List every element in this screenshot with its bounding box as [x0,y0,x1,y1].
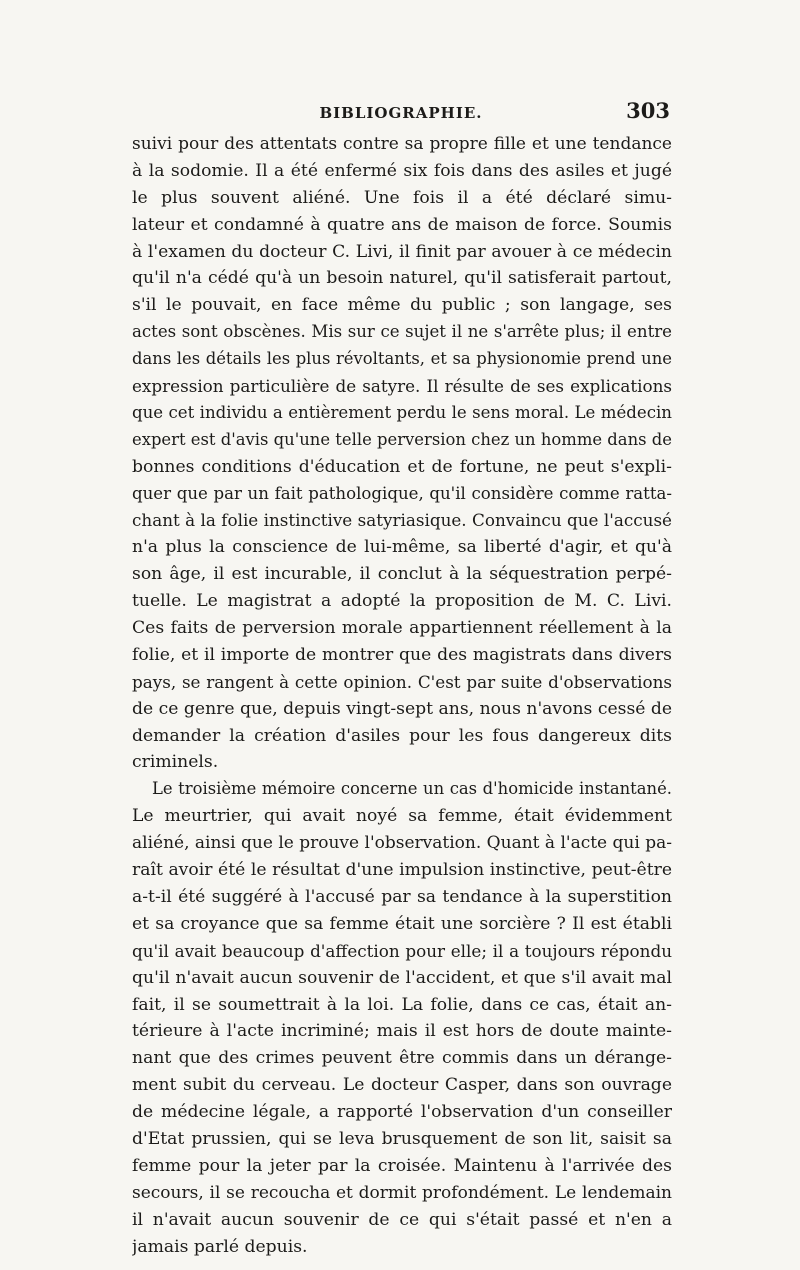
text-line: aliéné, ainsi que le prouve l'observation. Quant à l'acte qui pa- [132,833,672,854]
text-line: que cet individu a entièrement perdu le sens moral. Le médecin [132,402,672,422]
text-line: et sa croyance que sa femme était une sorcière ? Il est établi [132,913,672,934]
text-line: fait, il se soumettrait à la loi. La folie, dans ce cas, était an- [132,994,672,1015]
text-line: de médecine légale, a rapporté l'observation d'un conseiller [132,1102,672,1123]
text-line: dans les détails les plus révoltants, et sa physionomie prend une [132,349,672,369]
text-line: son âge, il est incurable, il conclut à la séquestration perpé- [132,564,672,585]
body-text [132,131,672,1260]
text-line: criminels. [132,752,219,773]
text-line: à la sodomie. Il a été enfermé six fois dans des asiles et jugé [132,160,672,181]
text-line: chant à la folie instinctive satyriasique. Convaincu que l'accusé [132,510,672,531]
text-line: secours, il se recoucha et dormit profondément. Le lendemain [132,1182,672,1203]
text-line: qu'il avait beaucoup d'affection pour elle; il a toujours répondu [132,940,672,961]
text-line: tuelle. Le magistrat a adopté la proposition de M. C. Livi. [132,591,672,612]
text-line: expression particulière de satyre. Il résulte de ses explications [132,376,672,397]
text-line: pays, se rangent à cette opinion. C'est par suite d'observations [132,671,672,692]
text-line: demander la création d'asiles pour les fous dangereux dits [132,725,672,746]
text-line: Ces faits de perversion morale appartiennent réellement à la [132,618,672,639]
text-line: actes sont obscènes. Mis sur ce sujet il ne s'arrête plus; il entre [132,322,672,342]
text-line: a-t-il été suggéré à l'accusé par sa tendance à la superstition [132,886,672,907]
text-line: expert est d'avis qu'une telle perversion chez un homme dans de [132,429,672,449]
text-line: folie, et il importe de montrer que des magistrats dans divers [132,644,672,665]
text-line: de ce genre que, depuis vingt-sept ans, nous n'avons cessé de [132,698,672,719]
text-line: lateur et condamné à quatre ans de maison de force. Soumis [132,214,672,235]
text-line: à l'examen du docteur C. Livi, il finit par avouer à ce médecin [132,241,672,262]
running-head [132,98,670,128]
text-line: Le meurtrier, qui avait noyé sa femme, était évidemment [132,806,672,827]
text-line: il n'avait aucun souvenir de ce qui s'était passé et n'en a [132,1209,672,1230]
text-line: femme pour la jeter par la croisée. Maintenu à l'arrivée des [132,1155,672,1176]
text-line: quer que par un fait pathologique, qu'il considère comme ratta- [132,483,672,503]
text-line: Le troisième mémoire concerne un cas d'homicide instantané. [152,779,672,799]
text-line: raît avoir été le résultat d'une impulsion instinctive, peut-être [132,860,672,881]
text-line: le plus souvent aliéné. Une fois il a été déclaré simu- [132,187,672,208]
text-line: d'Etat prussien, qui se leva brusquement de son lit, saisit sa [132,1128,672,1149]
text-line: bonnes conditions d'éducation et de fortune, ne peut s'expli- [132,456,672,477]
text-line: nant que des crimes peuvent être commis dans un dérange- [132,1048,672,1069]
page-number: 303 [626,98,670,123]
text-line: n'a plus la conscience de lui-même, sa liberté d'agir, et qu'à [132,537,672,558]
text-line: ment subit du cerveau. Le docteur Casper, dans son ouvrage [132,1075,672,1096]
text-line: jamais parlé depuis. [132,1236,308,1257]
text-line: qu'il n'a cédé qu'à un besoin naturel, qu'il satisferait partout, [132,268,672,289]
running-head-title: BIBLIOGRAPHIE. [319,104,483,122]
text-line: térieure à l'acte incriminé; mais il est hors de doute mainte- [132,1021,672,1042]
text-line: s'il le pouvait, en face même du public ; son langage, ses [132,295,672,316]
text-line: qu'il n'avait aucun souvenir de l'accident, et que s'il avait mal [132,967,672,988]
text-line: suivi pour des attentats contre sa propre fille et une tendance [132,134,672,154]
